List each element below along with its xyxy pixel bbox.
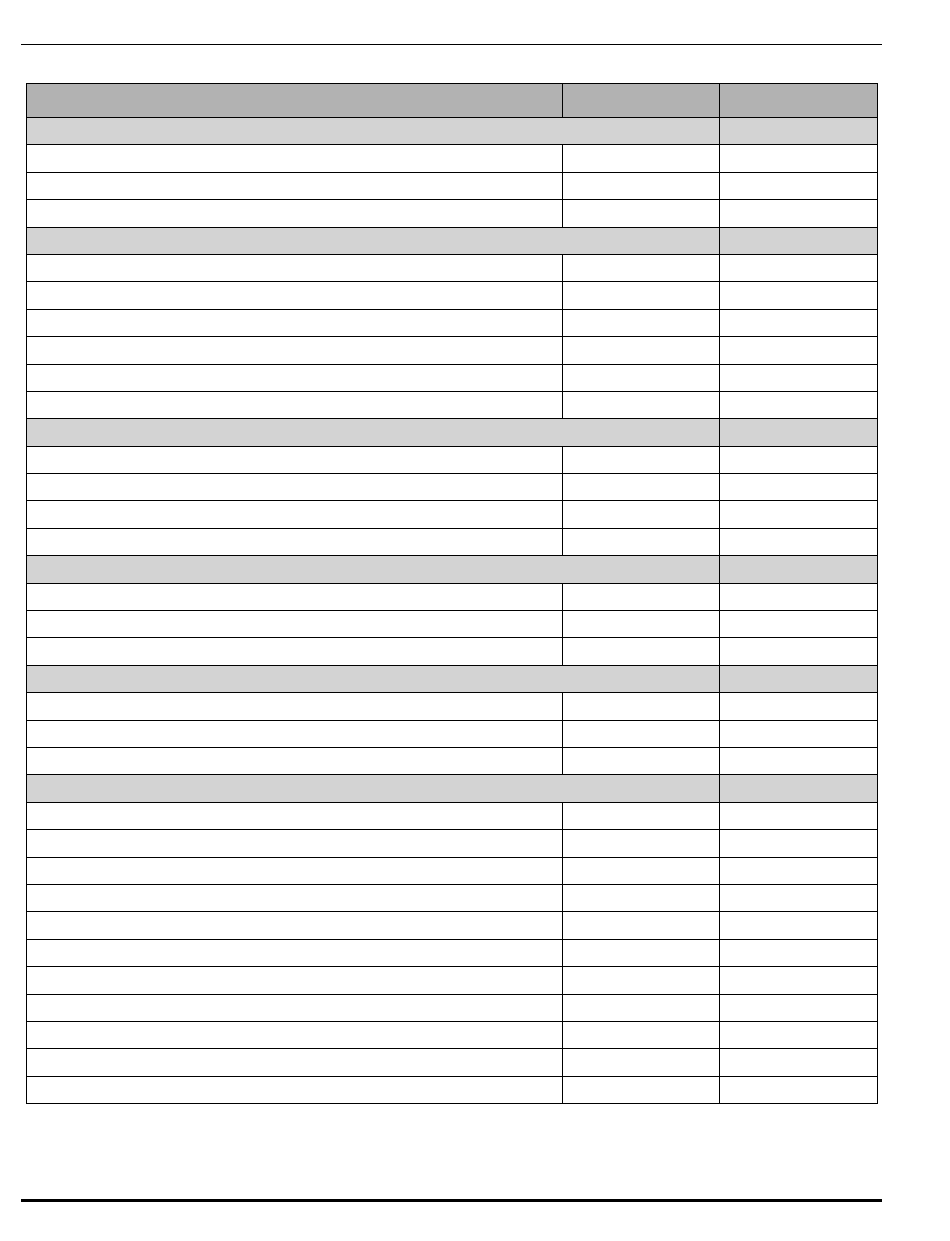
table-cell	[563, 172, 720, 199]
table-cell	[27, 884, 563, 911]
table-cell	[720, 337, 878, 364]
table-header-cell	[720, 84, 878, 118]
table-row	[27, 802, 878, 829]
table-cell	[27, 145, 563, 172]
table-row	[27, 583, 878, 610]
table-row	[27, 830, 878, 857]
table-cell	[720, 994, 878, 1021]
table-cell	[27, 994, 563, 1021]
table-row	[27, 747, 878, 774]
table-cell	[563, 145, 720, 172]
table-cell	[27, 282, 563, 309]
table-cell	[563, 638, 720, 665]
table-row	[27, 1049, 878, 1076]
table-cell	[720, 172, 878, 199]
table-cell	[720, 254, 878, 281]
table-row	[27, 857, 878, 884]
table-cell	[27, 309, 563, 336]
table-cell	[563, 200, 720, 227]
table-section-row	[27, 118, 878, 145]
table-cell	[27, 200, 563, 227]
table-cell	[563, 884, 720, 911]
table-cell	[27, 912, 563, 939]
table-cell	[720, 830, 878, 857]
table-header-row	[27, 84, 878, 118]
table-cell	[27, 857, 563, 884]
table-cell	[720, 693, 878, 720]
table-cell	[27, 611, 563, 638]
table-cell	[720, 747, 878, 774]
table-cell	[27, 939, 563, 966]
section-title-cell	[27, 227, 720, 254]
table-cell	[720, 967, 878, 994]
table-cell	[720, 638, 878, 665]
table-cell	[563, 474, 720, 501]
section-value-cell	[720, 775, 878, 802]
table-cell	[27, 1076, 563, 1103]
table-cell	[27, 583, 563, 610]
table-cell	[27, 364, 563, 391]
table-row	[27, 884, 878, 911]
section-title-cell	[27, 775, 720, 802]
table-cell	[720, 1049, 878, 1076]
footer-rule	[21, 1199, 882, 1202]
table-cell	[27, 528, 563, 555]
table-cell	[720, 364, 878, 391]
table-section-row	[27, 775, 878, 802]
table-cell	[563, 747, 720, 774]
table-row	[27, 994, 878, 1021]
table-cell	[563, 391, 720, 418]
table-cell	[27, 967, 563, 994]
table-header-cell	[563, 84, 720, 118]
table-cell	[563, 939, 720, 966]
table-section-row	[27, 227, 878, 254]
section-value-cell	[720, 419, 878, 446]
section-value-cell	[720, 665, 878, 692]
table-row	[27, 720, 878, 747]
table-cell	[563, 912, 720, 939]
table-cell	[27, 172, 563, 199]
table-cell	[720, 583, 878, 610]
table-row	[27, 939, 878, 966]
table-row	[27, 446, 878, 473]
table-cell	[563, 254, 720, 281]
table-cell	[563, 967, 720, 994]
table-row	[27, 912, 878, 939]
table-cell	[720, 720, 878, 747]
table-cell	[720, 282, 878, 309]
table-cell	[563, 693, 720, 720]
table-cell	[720, 939, 878, 966]
table-row	[27, 1021, 878, 1048]
table-row	[27, 528, 878, 555]
table-cell	[720, 912, 878, 939]
table-cell	[563, 1076, 720, 1103]
table-cell	[720, 1076, 878, 1103]
table-row	[27, 611, 878, 638]
table-row	[27, 172, 878, 199]
section-value-cell	[720, 227, 878, 254]
table-cell	[563, 830, 720, 857]
section-value-cell	[720, 118, 878, 145]
table-cell	[563, 720, 720, 747]
table-cell	[563, 501, 720, 528]
table-cell	[563, 282, 720, 309]
table-cell	[563, 583, 720, 610]
table-cell	[720, 611, 878, 638]
table-cell	[720, 200, 878, 227]
table-cell	[27, 830, 563, 857]
table-row	[27, 474, 878, 501]
section-title-cell	[27, 556, 720, 583]
table-cell	[27, 391, 563, 418]
table-row	[27, 638, 878, 665]
table-cell	[27, 254, 563, 281]
table-section-row	[27, 419, 878, 446]
table-cell	[27, 474, 563, 501]
table-row	[27, 254, 878, 281]
table-section-row	[27, 665, 878, 692]
table-cell	[563, 611, 720, 638]
table-cell	[720, 145, 878, 172]
table-cell	[27, 501, 563, 528]
table-row	[27, 309, 878, 336]
table-cell	[27, 720, 563, 747]
table-cell	[563, 364, 720, 391]
table-cell	[563, 309, 720, 336]
table-cell	[563, 994, 720, 1021]
data-table	[26, 83, 878, 1104]
table-row	[27, 391, 878, 418]
table-body	[27, 84, 878, 1104]
table-row	[27, 967, 878, 994]
table-cell	[563, 1021, 720, 1048]
header-rule	[21, 44, 882, 45]
table-cell	[563, 528, 720, 555]
table-cell	[563, 337, 720, 364]
table-cell	[720, 309, 878, 336]
table-cell	[27, 802, 563, 829]
table-row	[27, 1076, 878, 1103]
table-cell	[720, 391, 878, 418]
table-cell	[27, 638, 563, 665]
table-cell	[27, 1049, 563, 1076]
table-cell	[720, 1021, 878, 1048]
table-row	[27, 337, 878, 364]
section-value-cell	[720, 556, 878, 583]
section-title-cell	[27, 118, 720, 145]
table-cell	[720, 474, 878, 501]
table-cell	[563, 802, 720, 829]
table-cell	[563, 1049, 720, 1076]
table-row	[27, 282, 878, 309]
section-title-cell	[27, 665, 720, 692]
section-title-cell	[27, 419, 720, 446]
table-cell	[27, 337, 563, 364]
table-row	[27, 501, 878, 528]
table-row	[27, 693, 878, 720]
table-cell	[27, 693, 563, 720]
table-row	[27, 145, 878, 172]
table-row	[27, 364, 878, 391]
table-row	[27, 200, 878, 227]
table-cell	[720, 528, 878, 555]
table-cell	[720, 501, 878, 528]
table-cell	[563, 446, 720, 473]
table-cell	[720, 884, 878, 911]
table-header-cell	[27, 84, 563, 118]
table-cell	[27, 446, 563, 473]
table-cell	[720, 446, 878, 473]
table-cell	[720, 802, 878, 829]
table-section-row	[27, 556, 878, 583]
table-cell	[27, 1021, 563, 1048]
table-cell	[720, 857, 878, 884]
table-cell	[27, 747, 563, 774]
table-cell	[563, 857, 720, 884]
